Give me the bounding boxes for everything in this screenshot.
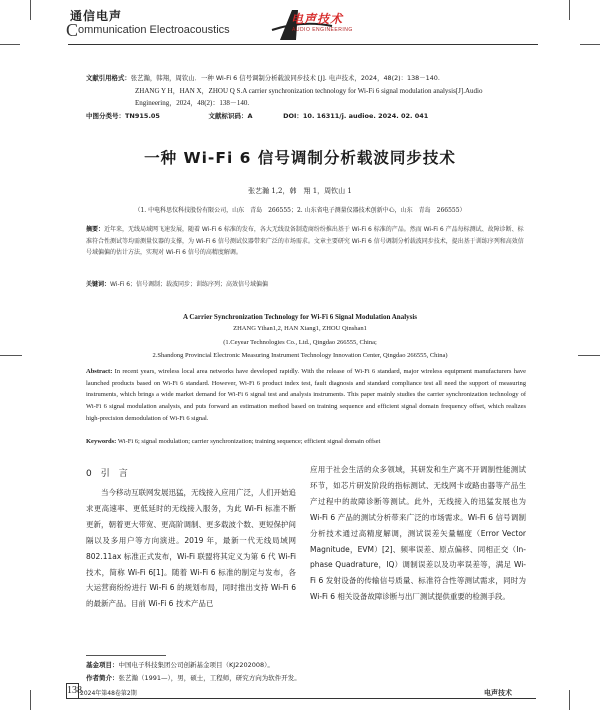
crop-mark [30,690,31,710]
footer-rule [66,698,536,699]
crop-mark [580,44,600,45]
footnote-fund: 基金项目：中国电子科技集团公司创新基金项目（KJ2202008）。 [86,661,274,669]
journal-name-cn: 通信电声 [70,9,123,23]
keywords-cn: 关键词：Wi-Fi 6；信号调制；载波同步；训练序列；高效信号域偏偏 [86,281,269,288]
title-en: A Carrier Synchronization Technology for Wi-Fi 6 Signal Modulation Analysis [182,313,418,321]
affiliation-en-2: 2.Shandong Provincial Electronic Measuring Instrument Technology Innovation Center, Qingdao 266555, China) [152,352,448,359]
logo-text: 电声技术 [291,12,344,26]
title-cn: 一种 Wi-Fi 6 信号调制分析载波同步技术 [144,149,456,167]
logo-subtitle: AUDIO ENGINEERING [292,27,353,33]
authors-cn: 张艺瀚 1,2，韩 翔 1，周钦山 1 [248,187,352,195]
abstract-en: Abstract: In recent years, wireless local area networks have developed rapidly. With the release of Wi-Fi 6 standard, major wireless equipment manufacturers have launched products based on Wi-Fi 6 standard. However, Wi-Fi 6 product index test, fault diagnosis and standard compliance test all need the support of measuring instruments, which brings a wide market demand for Wi-Fi 6 signal test and analysis instruments. This paper mainly studies the carrier synchronization technology of Wi-Fi 6 signal modulation analysis, and puts forward an estimation method based on training sequence and efficient signal domain frequency offset, which realizes high-precision demodulation of Wi-Fi 6 signal. [86,368,526,422]
article-meta: 中图分类号：TN915.05 文献标识码：A DOI：10. 16311/j. audioe. 2024. 02. 041 [86,112,429,120]
footnote-author: 作者简介：张艺瀚（1991—），男，硕士，工程师，研究方向为软件开发。 [86,674,301,682]
affiliations-cn: （1. 中电科思仪科技股份有限公司，山东 青岛 266555；2. 山东省电子测量仪器技术创新中心，山东 青岛 266555） [134,207,466,214]
authors-en: ZHANG Yihan1,2, HAN Xiang1, ZHOU Qinshan1 [233,325,367,332]
abstract-cn: 摘要：近年来，无线局域网飞速发展，随着 Wi-Fi 6 标准的发布，各大无线设备制造商纷纷推出基于 Wi-Fi 6 标准的产品。然而 Wi-Fi 6 产品每标测试、故障诊断、标准符合性测试等均需测量仪器的支撑，为 Wi-Fi 6 信号测试仪器带来广泛的市场需求。文章主要研究 Wi-Fi 6 信号调制分析载波同步技术，提出基于训练序列和高效信号域偏偏的估计方法，实现对 Wi-Fi 6 信号的高精度解调。 [86,226,524,256]
crop-mark [30,0,31,20]
page-number: 138 [66,683,79,699]
footnote-rule [86,655,166,656]
footer-journal: 电声技术 [484,689,512,697]
crop-mark [569,690,570,710]
journal-name-en: Communication Electroacoustics [66,20,230,40]
body-text-left: 当今移动互联网发展迅猛，无线接入应用广泛，人们开始追求更高速率、更低延时的无线接入服务，为此 Wi-Fi 标准不断更新，朝着更大带宽、更高阶调制、更多载波个数、更短保护间隔以及多用户等方向演进。2019 年，最新一代无线局域网 802.11ax 标准正式发布，Wi-Fi 联盟将其定义为第 6 代 Wi-Fi 技术，简称 Wi-Fi 6[1]。随着 Wi-Fi 6 标准的制定与发布，各大运营商纷纷进行 Wi-Fi 6 的规划布局，同时推出支持 Wi-Fi 6 的最新产品。目前 Wi-Fi 6 技术产品已 [86,488,296,609]
body-text-right: 应用于社会生活的众多领域，其研发和生产离不开调制性能测试环节，如芯片研发阶段的指标测试、无线网卡或路由器等产品生产过程中的故障诊断等测试。此外，无线接入的迅猛发展也为 Wi-Fi 6 产品的测试分析带来广泛的市场需求。Wi-Fi 6 信号调制分析技术通过高精度解调，测试误差矢量幅度（Error Vector Magnitude，EVM）[2]、频率误差、原点偏移、同相正交（In-phase Quadrature，IQ）调制误差以及功率误差等，满足 Wi-Fi 6 发射设备的传输信号质量、标准符合性等测试需求，同时为 Wi-Fi 6 相关设备故障诊断与出厂测试提供重要的检测手段。 [310,465,526,602]
citation-block: 文献引用格式：张艺瀚，韩翔，周钦山．一种 Wi-Fi 6 信号调制分析载波同步技术 [J]. 电声技术，2024，48(2)：138－140. ZHANG Y H，HAN X，ZHOU Q S.A carrier synchronization technology for Wi-Fi 6 signal modulation analysis[J].Audio Engineering，2024，48(2)：138－140. [86,74,483,107]
crop-mark [0,44,20,45]
crop-mark [569,0,570,20]
header-rule [68,44,538,45]
issue-info: 2024年第48卷第2期 [80,690,137,697]
section-heading: 0 引 言 [86,469,128,479]
affiliation-en-1: (1.Ceyear Technologies Co., Ltd., Qingdao 266555, China; [223,339,377,346]
keywords-en: Keywords: Wi-Fi 6; signal modulation; carrier synchronization; training sequence; efficient signal domain offset [86,438,381,445]
